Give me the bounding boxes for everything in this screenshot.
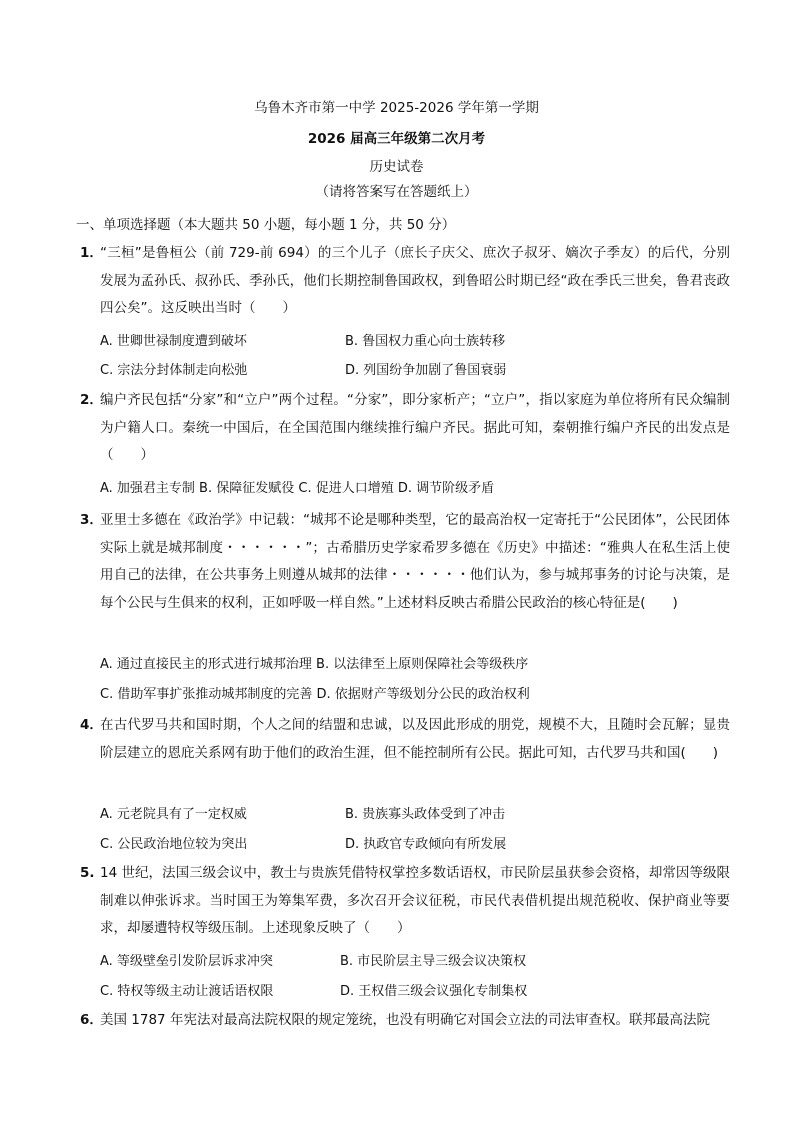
question-text: 亚里士多德在《政治学》中记载：“城邦不论是哪种类型，它的最高治权一定寄托于“公民团体”，公民团体实际上就是城邦制度・・・・・・”；古希腊历史学家希罗多德在《历史》中描述：“雅典人在私生活上使用自己的法律，在公共事务上则遵从城邦的法律・・・・・・他们认为，参与城邦事务的讨论与决策，是每个公民与生俱来的权利，正如呼吸一样自然。”上述材料反映古希腊公民政治的核心特征是( )	[100, 512, 730, 611]
option-a[interactable]: A. 世卿世禄制度遭到破坏	[100, 334, 247, 349]
option-b[interactable]: B. 市民阶层主导三级会议决策权	[340, 954, 527, 969]
question-number: 1．	[80, 245, 103, 261]
option-c[interactable]: C. 宗法分封体制走向松弛	[100, 363, 248, 378]
question-text: 编户齐民包括“分家”和“立户”两个过程。“分家”，即分家析产；“立户”，指以家庭为单位将所有民众编制为户籍人口。秦统一中国后，在全国范围内继续推行编户齐民。据此可知，秦朝推行编户齐民的出发点是（ ）	[100, 392, 730, 463]
option-d[interactable]: D. 王权借三级会议强化专制集权	[340, 984, 528, 999]
option-c[interactable]: C. 特权等级主动让渡话语权限	[100, 984, 274, 999]
question-2	[80, 387, 730, 470]
school-title: 乌鲁木齐市第一中学 2025-2026 学年第一学期	[254, 100, 539, 116]
option-b[interactable]: B. 贵族寡头政体受到了冲击	[345, 807, 506, 822]
question-number: 6．	[80, 1012, 103, 1028]
question-number: 4．	[80, 717, 103, 733]
options-cd[interactable]: C. 借助军事扩张推动城邦制度的完善 D. 依据财产等级划分公民的政治权利	[100, 687, 530, 702]
answer-instruction: （请将答案写在答题纸上）	[315, 184, 478, 200]
subject-title: 历史试卷	[369, 159, 424, 175]
options-ab[interactable]: A. 通过直接民主的形式进行城邦治理 B. 以法律至上原则保障社会等级秩序	[100, 657, 529, 672]
option-d[interactable]: D. 执政官专政倾向有所发展	[345, 837, 507, 852]
question-number: 5.	[80, 865, 95, 881]
question-5	[80, 860, 730, 943]
option-a[interactable]: A. 等级壁垒引发阶层诉求冲突	[100, 954, 273, 969]
exam-title: 2026 届高三年级第二次月考	[307, 131, 486, 147]
question-number: 3．	[80, 512, 103, 528]
option-d[interactable]: D. 列国纷争加剧了鲁国衰弱	[345, 363, 507, 378]
option-a[interactable]: A. 元老院具有了一定权威	[100, 807, 247, 822]
question-6	[80, 1007, 730, 1035]
question-number: 2．	[80, 392, 103, 408]
option-c[interactable]: C. 公民政治地位较为突出	[100, 837, 248, 852]
question-text: 14 世纪，法国三级会议中，教士与贵族凭借特权掌控多数话语权，市民阶层虽获参会资格，却常因等级限制难以伸张诉求。当时国王为筹集军费，多次召开会议征税，市民代表借机提出规范税收、保护商业等要求，却屡遭特权等级压制。上述现象反映了（ ）	[100, 865, 730, 936]
question-text: “三桓”是鲁桓公（前 729-前 694）的三个儿子（庶长子庆父、庶次子叔牙、嫡次子季友）的后代，分别发展为孟孙氏、叔孙氏、季孙氏，他们长期控制鲁国政权，到鲁昭公时期已经“政在季氏三世矣，鲁君丧政四公矣”。这反映出当时（ ）	[100, 245, 730, 316]
question-3	[80, 507, 730, 617]
question-1	[80, 240, 730, 323]
question-text: 美国 1787 年宪法对最高法院权限的规定笼统，也没有明确它对国会立法的司法审查权。联邦最高法院	[100, 1012, 710, 1028]
option-b[interactable]: B. 鲁国权力重心向士族转移	[345, 334, 506, 349]
section-title: 一、单项选择题（本大题共 50 小题，每小题 1 分，共 50 分）	[76, 217, 456, 233]
question-4	[80, 712, 730, 767]
question-text: 在古代罗马共和国时期，个人之间的结盟和忠诚，以及因此形成的朋党，规模不大，且随时会瓦解；显贵阶层建立的恩庇关系网有助于他们的政治生涯，但不能控制所有公民。据此可知，古代罗马共和国( )	[100, 717, 730, 761]
options-line[interactable]: A. 加强君主专制 B. 保障征发赋役 C. 促进人口增殖 D. 调节阶级矛盾	[100, 481, 495, 496]
